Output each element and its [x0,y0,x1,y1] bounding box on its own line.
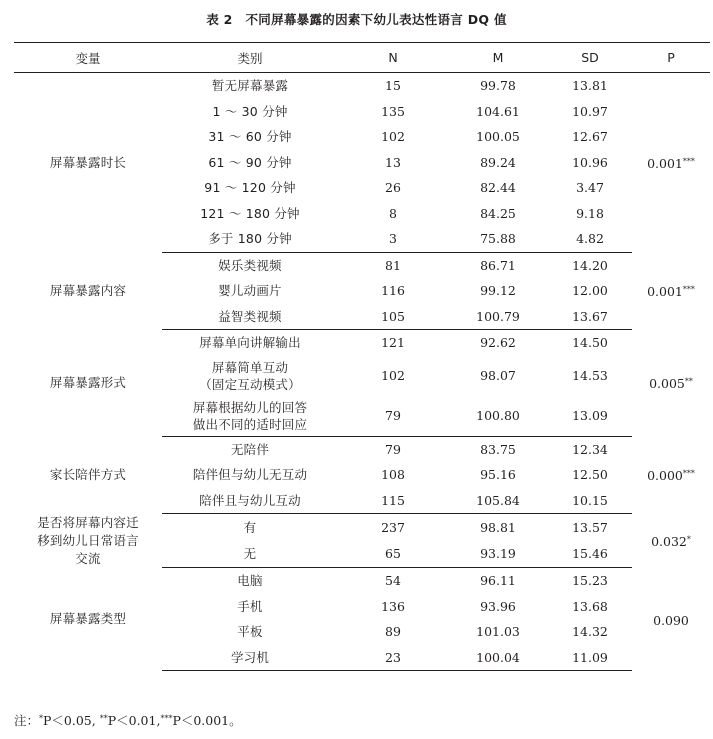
sd-cell: 12.67 [572,129,608,145]
n-cell: 135 [381,103,405,119]
variable-cell [14,73,162,253]
p-cell [632,568,710,671]
mean-cell: 93.96 [480,598,516,614]
n-cell: 121 [381,335,405,351]
p-cell [632,514,710,568]
n-cell: 102 [381,129,405,145]
mean-cell: 89.24 [480,154,516,170]
note-text-3: P＜0.001。 [172,713,242,728]
mean-cell: 100.79 [448,304,548,330]
variable-label: 是否将屏幕内容迁 移到幼儿日常语言 交流 [37,514,139,566]
category-cell: 学习机 [162,645,338,671]
variable-label: 屏幕暴露形式 [49,374,127,390]
variable-cell [14,514,162,568]
n-cell: 23 [338,645,448,671]
dq-table [14,42,710,671]
category-cell: 平板 [237,624,263,640]
p-value: 0.001 [647,284,683,300]
mean-cell: 100.80 [448,396,548,437]
table-row [14,73,710,99]
mean-cell: 93.19 [448,541,548,568]
category-cell: 1 ～ 30 分钟 [212,103,288,119]
category-cell: 婴儿动画片 [218,283,282,299]
category-cell: 121 ～ 180 分钟 [200,205,300,221]
note-star-3: *** [160,714,173,723]
p-value: 0.000 [647,468,683,484]
category-cell: 屏幕简单互动 （固定互动模式） [199,359,301,392]
header-p: P [632,43,710,73]
mean-cell: 96.11 [480,573,516,589]
n-cell: 102 [381,368,405,383]
sd-cell: 14.20 [572,257,608,273]
variable-label: 家长陪伴方式 [49,466,127,482]
n-cell: 8 [389,205,397,221]
note-star-2: ** [99,714,108,723]
sd-cell: 12.34 [572,441,608,457]
sd-cell: 12.00 [572,283,608,299]
n-cell: 136 [381,598,405,614]
mean-cell: 83.75 [480,441,516,457]
p-value: 0.005 [649,376,685,392]
sd-cell: 4.82 [548,226,632,252]
category-cell: 暂无屏幕暴露 [211,78,289,94]
sd-cell: 15.23 [572,573,608,589]
category-cell: 无 [162,541,338,568]
variable-cell [14,436,162,514]
note-text-2: P＜0.01, [107,713,161,728]
category-cell: 陪伴但与幼儿无互动 [192,467,308,483]
sd-cell: 10.96 [572,154,608,170]
sd-cell: 15.46 [548,541,632,568]
category-cell: 61 ～ 90 分钟 [208,154,292,170]
p-cell [632,252,710,330]
p-value: 0.032 [651,534,687,549]
significance-stars: * [686,535,691,544]
variable-label: 屏幕暴露时长 [49,154,127,170]
significance-stars: *** [682,285,695,295]
header-category: 类别 [162,43,338,73]
p-cell [632,436,710,514]
sd-cell: 14.32 [572,624,608,640]
sd-cell: 13.09 [548,396,632,437]
mean-cell: 95.16 [480,467,516,483]
table-row [14,330,710,356]
variable-label: 屏幕暴露类型 [49,611,127,626]
category-cell: 益智类视频 [162,304,338,330]
sd-cell: 13.57 [572,519,608,535]
n-cell: 26 [385,180,401,196]
sd-cell: 13.67 [548,304,632,330]
significance-stars: *** [682,469,695,479]
n-cell: 108 [381,467,405,483]
sd-cell: 12.50 [572,467,608,483]
n-cell: 3 [338,226,448,252]
mean-cell: 98.07 [480,368,516,383]
variable-label: 屏幕暴露内容 [49,282,127,298]
n-cell: 13 [385,154,401,170]
category-cell: 陪伴且与幼儿互动 [162,488,338,514]
header-variable: 变量 [14,43,162,73]
n-cell: 89 [385,624,401,640]
n-cell: 115 [338,488,448,514]
table-body [14,73,710,671]
header-n: N [338,43,448,73]
mean-cell: 99.78 [480,78,516,94]
table-row [14,514,710,541]
category-cell: 91 ～ 120 分钟 [204,180,296,196]
sd-cell: 9.18 [576,205,604,221]
category-cell: 屏幕根据幼儿的回答 做出不同的适时回应 [162,396,338,437]
n-cell: 15 [385,78,401,94]
category-cell: 31 ～ 60 分钟 [208,129,292,145]
sd-cell: 13.81 [572,78,608,94]
significance-stars: *** [682,157,695,166]
mean-cell: 99.12 [480,283,516,299]
table-row [14,436,710,462]
mean-cell: 86.71 [480,257,516,273]
category-cell: 娱乐类视频 [218,257,282,273]
sd-cell: 11.09 [548,645,632,671]
mean-cell: 92.62 [480,335,516,351]
variable-cell [14,568,162,671]
n-cell: 79 [385,441,401,457]
note-star-1: * [39,714,44,723]
category-cell: 屏幕单向讲解输出 [199,335,301,351]
mean-cell: 100.04 [448,645,548,671]
sd-cell: 13.68 [572,598,608,614]
category-cell: 多于 180 分钟 [162,226,338,252]
mean-cell: 104.61 [476,103,520,119]
variable-cell [14,252,162,330]
n-cell: 116 [381,283,405,299]
category-cell: 手机 [237,598,263,614]
n-cell: 105 [338,304,448,330]
header-m: M [448,43,548,73]
mean-cell: 100.05 [476,129,520,145]
note-label: 注： [14,713,40,728]
header-sd: SD [548,43,632,73]
n-cell: 54 [385,573,401,589]
table-row [14,252,710,278]
note-text-1: P＜0.05, [43,713,100,728]
p-cell [632,330,710,437]
category-cell: 有 [243,519,257,535]
sd-cell: 10.15 [548,488,632,514]
n-cell: 237 [381,519,405,535]
category-cell: 无陪伴 [230,441,270,457]
mean-cell: 82.44 [480,180,516,196]
significance-stars: ** [684,377,693,387]
sd-cell: 10.97 [572,103,608,119]
variable-cell [14,330,162,437]
mean-cell: 98.81 [480,519,516,535]
table-title: 表 2 不同屏幕暴露的因素下幼儿表达性语言 DQ 值 [206,12,507,27]
sd-cell: 14.53 [572,368,608,383]
n-cell: 65 [338,541,448,568]
category-cell: 电脑 [237,573,263,589]
p-value: 0.001 [647,156,683,171]
mean-cell: 84.25 [480,205,516,221]
sd-cell: 3.47 [576,180,604,196]
mean-cell: 101.03 [476,624,520,640]
p-cell [632,73,710,253]
table-note [14,711,242,729]
table-row [14,568,710,594]
header-row [14,43,710,73]
mean-cell: 105.84 [448,488,548,514]
n-cell: 79 [338,396,448,437]
p-value: 0.090 [653,612,689,628]
mean-cell: 75.88 [448,226,548,252]
sd-cell: 14.50 [572,335,608,351]
n-cell: 81 [385,257,401,273]
